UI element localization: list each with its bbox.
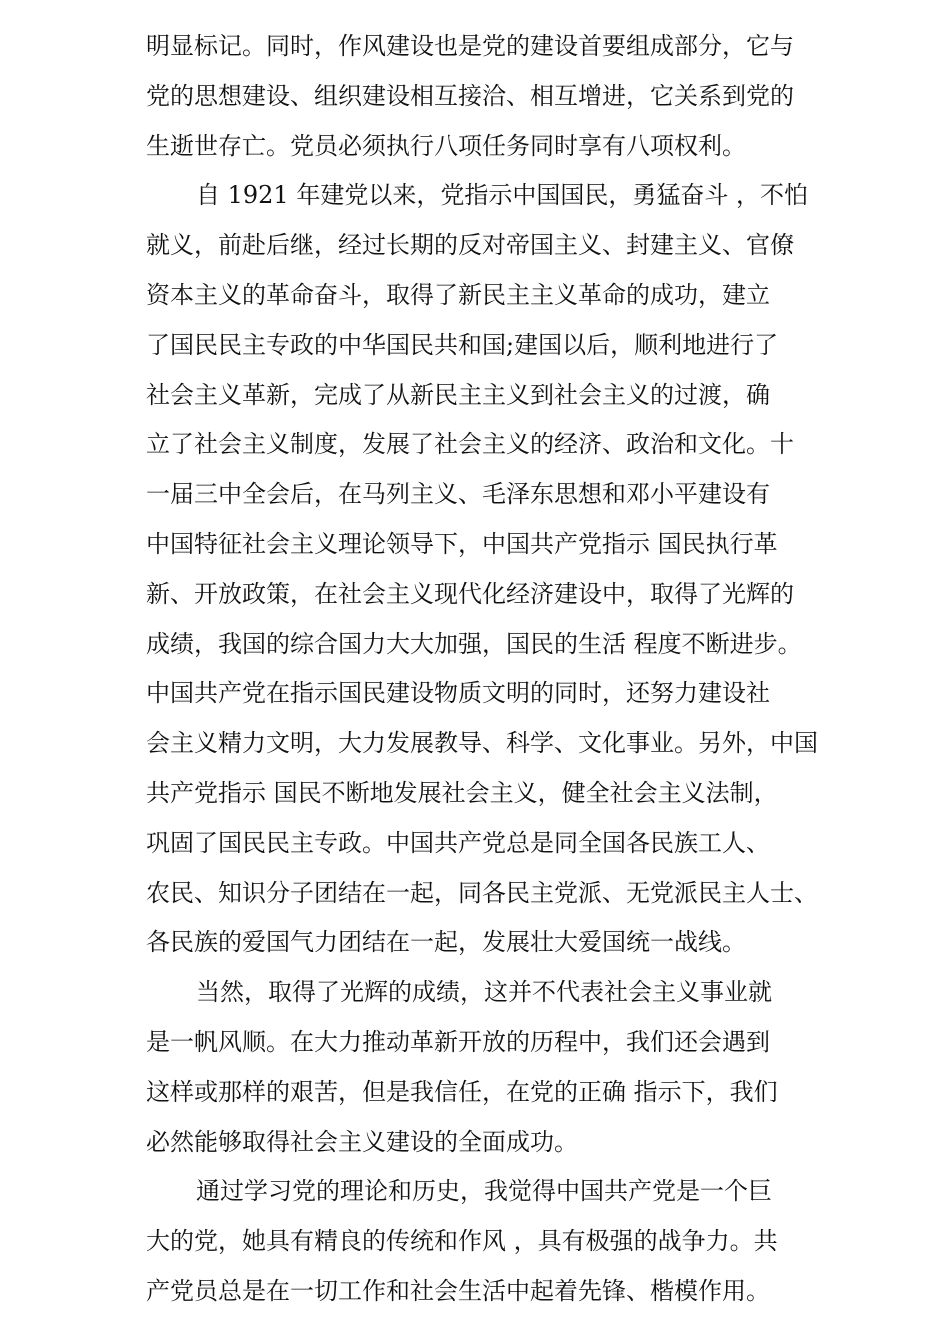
text-line: 资本主义的革命奋斗，取得了新民主主义革命的成功，建立 — [146, 280, 770, 309]
text-line: 成绩，我国的综合国力大大加强，国民的生活 程度不断进步。 — [146, 629, 802, 658]
text-line: 大的党，她具有精良的传统和作风 ，具有极强的战争力。共 — [146, 1227, 778, 1256]
text-line: 巩固了国民民主专政。中国共产党总是同全国各民族工人、 — [146, 828, 770, 857]
text-line: 一届三中全会后，在马列主义、毛泽东思想和邓小平建设有 — [146, 480, 770, 509]
text-line: 社会主义革新，完成了从新民主主义到社会主义的过渡，确 — [146, 380, 770, 409]
text-line: 了国民民主专政的中华国民共和国;建国以后，顺利地进行了 — [146, 330, 779, 359]
text-line: 农民、知识分子团结在一起，同各民主党派、无党派民主人士、 — [146, 878, 818, 907]
text-line: 共产党指示 国民不断地发展社会主义，健全社会主义法制， — [146, 778, 778, 807]
text-line: 就义，前赴后继，经过长期的反对帝国主义、封建主义、官僚 — [146, 231, 794, 260]
body-text — [146, 0, 836, 1317]
text-line: 生逝世存亡。党员必须执行八项任务同时享有八项权利。 — [146, 131, 746, 160]
text-line: 党的思想建设、组织建设相互接洽、相互增进，它关系到党的 — [146, 81, 794, 110]
text-line: 这样或那样的艰苦，但是我信任，在党的正确 指示下，我们 — [146, 1077, 778, 1106]
text-line: 明显标记。同时，作风建设也是党的建设首要组成部分，它与 — [146, 32, 794, 60]
text-line: 会主义精力文明，大力发展教导、科学、文化事业。另外，中国 — [146, 729, 818, 758]
text-line: 立了社会主义制度，发展了社会主义的经济、政治和文化。十 — [146, 430, 794, 459]
text-line: 产党员总是在一切工作和社会生活中起着先锋、楷模作用。 — [146, 1276, 770, 1305]
paragraph-start-line: 自 1921 年建党以来，党指示中国国民，勇猛奋斗 ，不怕 — [196, 181, 808, 210]
paragraph-start-line: 通过学习党的理论和历史，我觉得中国共产党是一个巨 — [196, 1177, 772, 1206]
paragraph-start-line: 当然，取得了光辉的成绩，这并不代表社会主义事业就 — [196, 978, 772, 1007]
text-line: 必然能够取得社会主义建设的全面成功。 — [146, 1127, 578, 1156]
text-line: 中国共产党在指示国民建设物质文明的同时，还努力建设社 — [146, 679, 770, 708]
text-line: 各民族的爱国气力团结在一起，发展壮大爱国统一战线。 — [146, 928, 746, 957]
text-line: 是一帆风顺。在大力推动革新开放的历程中，我们还会遇到 — [146, 1027, 770, 1056]
text-line: 新、开放政策，在社会主义现代化经济建设中，取得了光辉的 — [146, 579, 794, 608]
text-line: 中国特征社会主义理论领导下，中国共产党指示 国民执行革 — [146, 529, 778, 558]
